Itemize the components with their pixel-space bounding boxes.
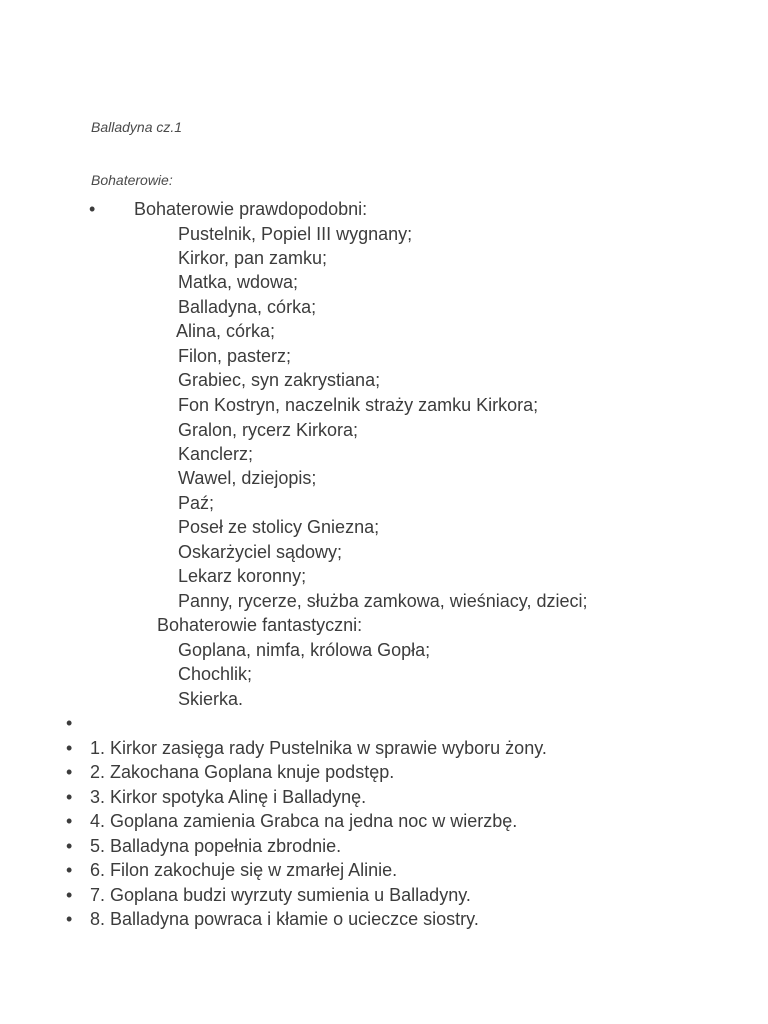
bullet-marker: • bbox=[66, 860, 73, 880]
bullet-marker: • bbox=[66, 762, 73, 782]
list-item: Fon Kostryn, naczelnik straży zamku Kirkora; bbox=[178, 395, 539, 415]
plot-point: 6. Filon zakochuje się w zmarłej Alinie. bbox=[90, 860, 398, 880]
cast-heading: Bohaterowie: bbox=[91, 172, 173, 188]
list-item: Chochlik; bbox=[178, 664, 253, 684]
document-title: Balladyna cz.1 bbox=[91, 119, 183, 135]
fantastic-characters-heading: Bohaterowie fantastyczni: bbox=[157, 615, 363, 635]
list-item: Paź; bbox=[178, 493, 215, 513]
bullet-marker: • bbox=[66, 836, 73, 856]
realistic-characters-heading: Bohaterowie prawdopodobni: bbox=[134, 199, 368, 219]
bullet-marker: • bbox=[66, 787, 73, 807]
plot-point: 7. Goplana budzi wyrzuty sumienia u Balladyny. bbox=[90, 885, 471, 905]
plot-point: 1. Kirkor zasięga rady Pustelnika w sprawie wyboru żony. bbox=[90, 738, 547, 758]
list-item: Wawel, dziejopis; bbox=[178, 468, 317, 488]
plot-point: 5. Balladyna popełnia zbrodnie. bbox=[90, 836, 342, 856]
list-item: Filon, pasterz; bbox=[178, 346, 292, 366]
list-item: Goplana, nimfa, królowa Gopła; bbox=[178, 640, 431, 660]
bullet-marker: • bbox=[66, 885, 73, 905]
list-item: Oskarżyciel sądowy; bbox=[178, 542, 343, 562]
bullet-marker: • bbox=[89, 199, 96, 219]
list-item: Kanclerz; bbox=[178, 444, 254, 464]
list-item: Poseł ze stolicy Gniezna; bbox=[178, 517, 380, 537]
list-item: Balladyna, córka; bbox=[178, 297, 317, 317]
list-item: Panny, rycerze, służba zamkowa, wieśniacy, dzieci; bbox=[178, 591, 588, 611]
list-item: Pustelnik, Popiel III wygnany; bbox=[178, 224, 413, 244]
list-item: Matka, wdowa; bbox=[178, 272, 299, 292]
plot-point: 4. Goplana zamienia Grabca na jedna noc w wierzbę. bbox=[90, 811, 518, 831]
list-item: Kirkor, pan zamku; bbox=[178, 248, 328, 268]
list-item: Grabiec, syn zakrystiana; bbox=[178, 370, 381, 390]
plot-point: 8. Balladyna powraca i kłamie o ucieczce siostry. bbox=[90, 909, 479, 929]
bullet-marker: • bbox=[66, 909, 73, 929]
plot-point: 3. Kirkor spotyka Alinę i Balladynę. bbox=[90, 787, 367, 807]
list-item: Lekarz koronny; bbox=[178, 566, 307, 586]
bullet-marker: • bbox=[66, 738, 73, 758]
list-item: Alina, córka; bbox=[176, 321, 276, 341]
plot-point: 2. Zakochana Goplana knuje podstęp. bbox=[90, 762, 395, 782]
list-item: Gralon, rycerz Kirkora; bbox=[178, 420, 359, 440]
list-item: Skierka. bbox=[178, 689, 244, 709]
bullet-marker: • bbox=[66, 811, 73, 831]
bullet-marker: • bbox=[66, 713, 73, 733]
